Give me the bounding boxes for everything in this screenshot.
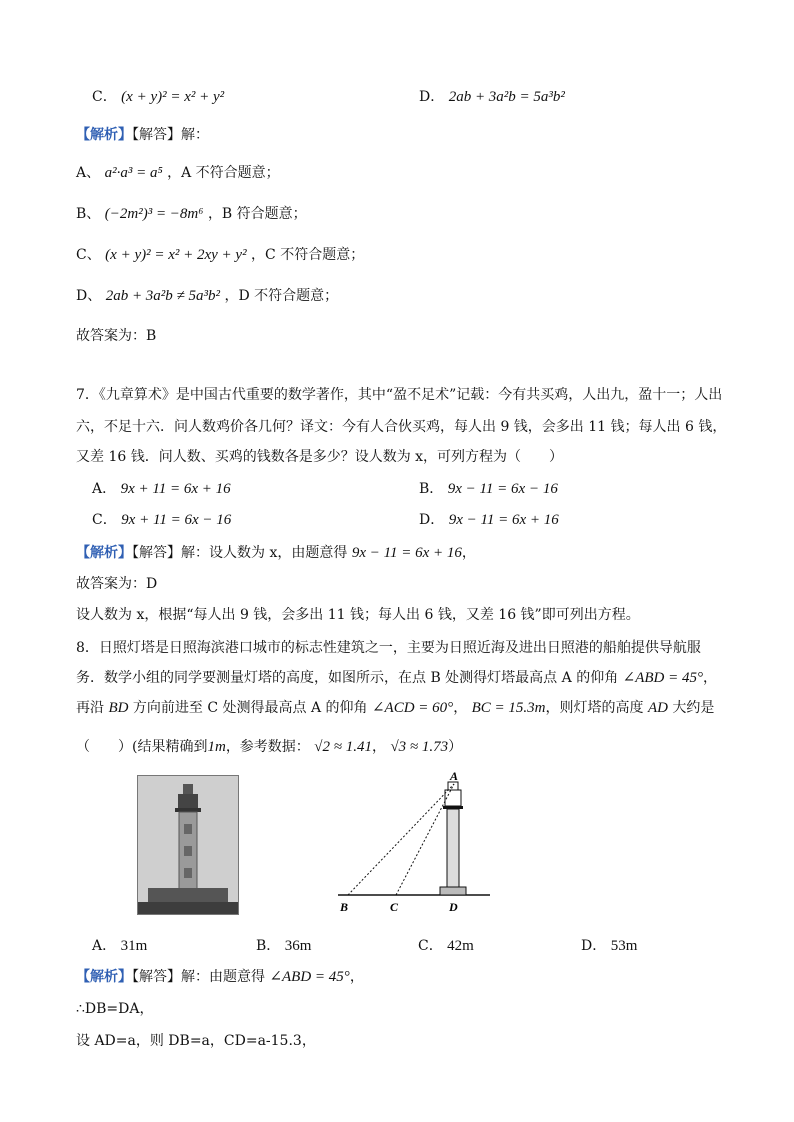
q6-line-d: D、 2ab + 3a²b ≠ 5a³b² ，D 不符合题意； [76,288,339,304]
q8-stem-line3: 再沿 BD 方向前进至 C 处测得最高点 A 的仰角 ∠ACD = 60°， BC = 15.3m，则灯塔的高度 AD 大约是 [76,700,715,716]
label-b: B [340,900,349,914]
lighthouse-diagram [330,770,500,915]
q7-answer: 故答案为：D [76,576,158,592]
q6-analysis-header: 【解析】【解答】解： [76,127,209,143]
q6-option-c: C． (x + y)² = x² + y² [92,89,225,105]
q7-stem-line1: 7．《九章算术》是中国古代重要的数学著作，其中“盈不足术”记载：今有共买鸡，人出九，盈十一；人出 [76,387,723,403]
label-d: D [449,900,458,914]
q8-step2: 设 AD=a，则 DB=a，CD=a-15.3， [76,1033,316,1049]
q7-analysis: 【解析】【解答】解：设人数为 x，由题意得 9x − 11 = 6x + 16， [76,545,476,561]
q7-note: 设人数为 x，根据“每人出 9 钱，会多出 11 钱；每人出 6 钱，又差 16 钱”即可列出方程。 [76,607,640,623]
sightline-b [348,784,454,895]
q8-option-b: B． 36m [256,938,312,954]
q8-option-a: A． 31m [92,938,148,954]
q7-option-b: B． 9x − 11 = 6x − 16 [419,481,558,497]
q8-option-d: D． 53m [581,938,638,954]
q8-option-c: C． 42m [418,938,474,954]
q7-option-d: D． 9x − 11 = 6x + 16 [419,512,559,528]
lighthouse-photo [137,775,239,915]
q8-stem-line1: 8．日照灯塔是日照海滨港口城市的标志性建筑之一，主要为日照近海及进出日照港的船舶提供导航服 [76,640,701,656]
q8-analysis: 【解析】【解答】解：由题意得 ∠ABD = 45°， [76,969,364,985]
q8-step1: ∴DB=DA， [76,1001,154,1017]
q7-option-a: A． 9x + 11 = 6x + 16 [92,481,231,497]
q6-line-a: A、 a²·a³ = a⁵ ，A 不符合题意； [76,165,280,181]
tower-figure [440,782,466,895]
q8-stem-line2: 务．数学小组的同学要测量灯塔的高度，如图所示，在点 B 处测得灯塔最高点 A 的仰角 ∠ABD = 45°， [76,670,718,686]
q6-option-c-expr: (x + y)² = x² + y² [121,89,225,105]
q8-stem-line4: （ ）(结果精确到1m，参考数据： √2 ≈ 1.41， √3 ≈ 1.73） [76,739,463,755]
q6-answer: 故答案为：B [76,328,157,344]
q7-stem-line3: 又差 16 钱．问人数、买鸡的钱数各是多少？设人数为 x，可列方程为（ ） [76,449,564,465]
q6-option-d-expr: 2ab + 3a²b = 5a³b² [448,89,565,105]
lighthouse-photo-drawing [138,776,238,914]
q7-option-c: C． 9x + 11 = 6x − 16 [92,512,232,528]
q6-line-c: C、 (x + y)² = x² + 2xy + y² ，C 不符合题意； [76,247,365,263]
q7-stem-line2: 六，不足十六．问人数鸡价各几何？译文：今有人合伙买鸡，每人出 9 钱，会多出 11 钱；每人出 6 钱， [76,419,727,435]
q6-option-d: D． 2ab + 3a²b = 5a³b² [419,89,565,105]
label-c: C [390,900,399,914]
q6-line-b: B、 (−2m²)³ = −8m⁶ ，B 符合题意； [76,206,307,222]
label-a: A [450,770,459,783]
